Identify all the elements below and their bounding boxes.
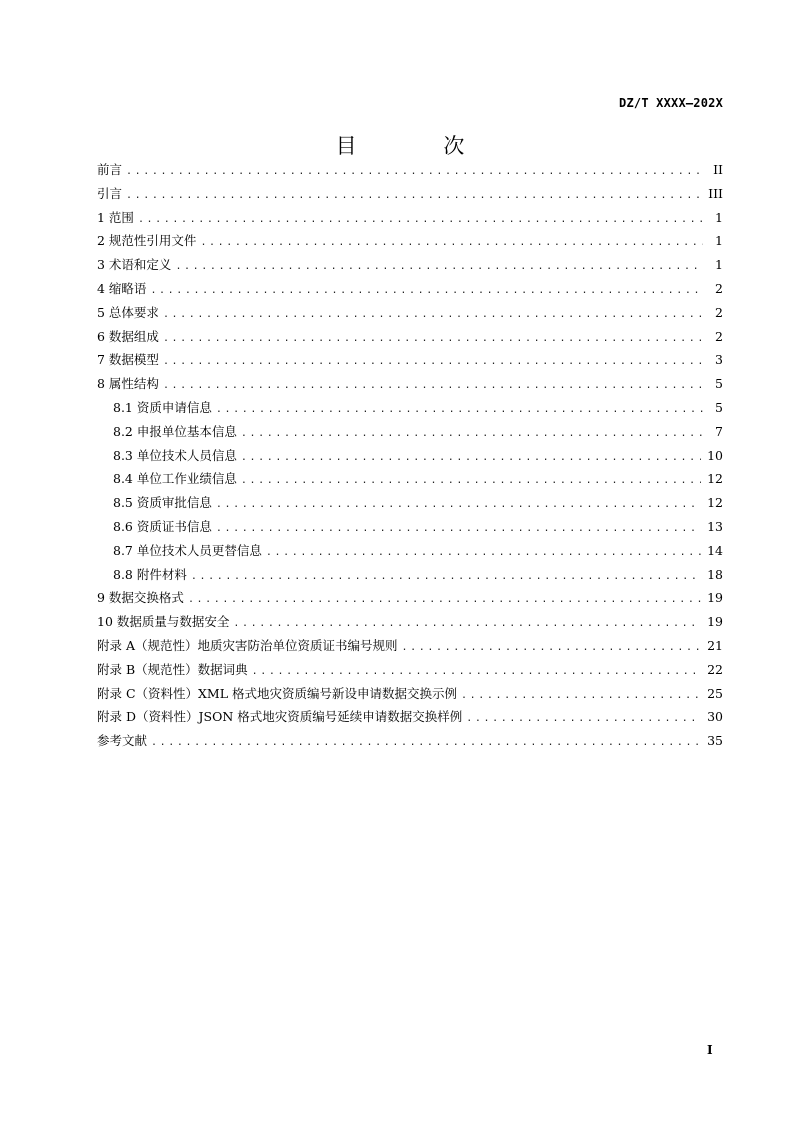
toc-entry[interactable]	[97, 208, 723, 232]
toc-leader-dots	[241, 475, 701, 486]
toc-entry[interactable]	[97, 231, 723, 255]
toc-entry-page: 7	[715, 423, 723, 439]
toc-leader-dots	[191, 571, 701, 582]
toc-leader-dots	[150, 285, 703, 296]
toc-leader-dots	[126, 166, 703, 177]
toc-entry-page: 2	[715, 304, 723, 320]
toc-entry[interactable]	[97, 565, 723, 589]
toc-leader-dots	[402, 642, 702, 653]
toc-entry[interactable]	[97, 612, 723, 636]
toc-entry-label: 附录 D（资料性）JSON 格式地灾资质编号延续申请数据交换样例	[97, 709, 463, 725]
toc-entry-page: 35	[707, 733, 723, 749]
toc-leader-dots	[233, 618, 701, 629]
toc-entry[interactable]	[97, 517, 723, 541]
toc-entry-label: 8.5 资质审批信息	[113, 495, 212, 511]
toc-entry-page: 19	[707, 614, 723, 630]
toc-entry-label: 8.8 附件材料	[113, 566, 187, 582]
toc-entry-label: 2 规范性引用文件	[97, 233, 197, 249]
toc-entry-label: 附录 B（规范性）数据词典	[97, 661, 248, 677]
toc-entry[interactable]	[97, 636, 723, 660]
toc-entry[interactable]	[97, 493, 723, 517]
toc-entry[interactable]	[97, 350, 723, 374]
toc-entry-label: 10 数据质量与数据安全	[97, 614, 230, 630]
table-of-contents	[97, 160, 723, 755]
toc-leader-dots	[216, 499, 701, 510]
toc-entry[interactable]	[97, 184, 723, 208]
toc-entry-label: 8.1 资质申请信息	[113, 399, 212, 415]
toc-leader-dots	[216, 404, 703, 415]
toc-entry-page: 5	[715, 376, 723, 392]
toc-entry[interactable]	[97, 160, 723, 184]
toc-leader-dots	[241, 452, 701, 463]
toc-entry[interactable]	[97, 660, 723, 684]
toc-entry[interactable]	[97, 731, 723, 755]
toc-entry-label: 8.3 单位技术人员信息	[113, 447, 237, 463]
toc-entry-page: 19	[707, 590, 723, 606]
toc-entry-label: 参考文献	[97, 733, 148, 749]
toc-entry-page: 30	[707, 709, 723, 725]
toc-entry[interactable]	[97, 541, 723, 565]
toc-entry-page: 1	[715, 233, 723, 249]
toc-entry[interactable]	[97, 422, 723, 446]
toc-entry-page: 5	[715, 399, 723, 415]
toc-entry-label: 9 数据交换格式	[97, 590, 184, 606]
toc-entry-page: II	[713, 162, 723, 177]
toc-entry-label: 8.6 资质证书信息	[113, 518, 212, 534]
toc-entry-page: 18	[707, 566, 723, 582]
toc-entry-label: 7 数据模型	[97, 352, 159, 368]
toc-entry-label: 3 术语和定义	[97, 257, 172, 273]
toc-entry[interactable]	[97, 327, 723, 351]
toc-leader-dots	[216, 523, 701, 534]
toc-entry-page: 10	[707, 447, 723, 463]
toc-entry-page: 25	[707, 685, 723, 701]
toc-entry-label: 4 缩略语	[97, 280, 147, 296]
page-title: 目 次	[335, 134, 505, 158]
toc-entry-page: 1	[715, 209, 723, 225]
toc-leader-dots	[466, 713, 701, 724]
toc-entry-page: 1	[715, 257, 723, 273]
toc-leader-dots	[241, 428, 703, 439]
toc-entry[interactable]	[97, 398, 723, 422]
toc-leader-dots	[163, 380, 703, 391]
toc-entry-page: 14	[707, 542, 723, 558]
toc-entry-label: 8.4 单位工作业绩信息	[113, 471, 237, 487]
toc-entry-page: 2	[715, 280, 723, 296]
toc-leader-dots	[163, 333, 703, 344]
toc-entry-page: III	[708, 185, 723, 201]
toc-leader-dots	[138, 214, 703, 225]
toc-entry-label: 8.2 申报单位基本信息	[113, 423, 237, 439]
toc-leader-dots	[163, 356, 703, 367]
toc-entry-label: 5 总体要求	[97, 304, 159, 320]
toc-leader-dots	[175, 261, 703, 272]
toc-leader-dots	[461, 690, 701, 701]
toc-entry[interactable]	[97, 707, 723, 731]
toc-entry[interactable]	[97, 374, 723, 398]
toc-leader-dots	[163, 309, 703, 320]
toc-entry[interactable]	[97, 255, 723, 279]
toc-entry[interactable]	[97, 469, 723, 493]
toc-entry-page: 22	[707, 661, 723, 677]
toc-leader-dots	[188, 594, 701, 605]
toc-entry-label: 附录 A（规范性）地质灾害防治单位资质证书编号规则	[97, 637, 398, 653]
toc-entry-page: 13	[707, 518, 723, 534]
toc-entry-page: 12	[707, 495, 723, 511]
toc-entry-page: 12	[707, 471, 723, 487]
toc-entry-page: 2	[715, 328, 723, 344]
toc-entry-label: 8 属性结构	[97, 376, 159, 392]
toc-leader-dots	[151, 737, 701, 748]
toc-leader-dots	[200, 237, 703, 248]
toc-entry-label: 附录 C（资料性）XML 格式地灾资质编号新设申请数据交换示例	[97, 685, 458, 701]
toc-entry[interactable]	[97, 446, 723, 470]
toc-leader-dots	[266, 547, 701, 558]
toc-entry[interactable]	[97, 279, 723, 303]
toc-entry-label: 1 范围	[97, 209, 134, 225]
document-code: DZ/T XXXX—202X	[619, 96, 723, 110]
toc-leader-dots	[252, 666, 701, 677]
toc-entry[interactable]	[97, 684, 723, 708]
toc-leader-dots	[126, 190, 702, 201]
toc-entry[interactable]	[97, 303, 723, 327]
toc-entry-page: 21	[707, 637, 723, 653]
toc-entry-page: 3	[715, 352, 723, 368]
toc-entry[interactable]	[97, 588, 723, 612]
toc-entry-label: 引言	[97, 185, 123, 201]
toc-entry-label: 8.7 单位技术人员更替信息	[113, 542, 262, 558]
toc-entry-label: 前言	[97, 162, 123, 177]
toc-entry-label: 6 数据组成	[97, 328, 159, 344]
page-number: I	[707, 1043, 713, 1057]
